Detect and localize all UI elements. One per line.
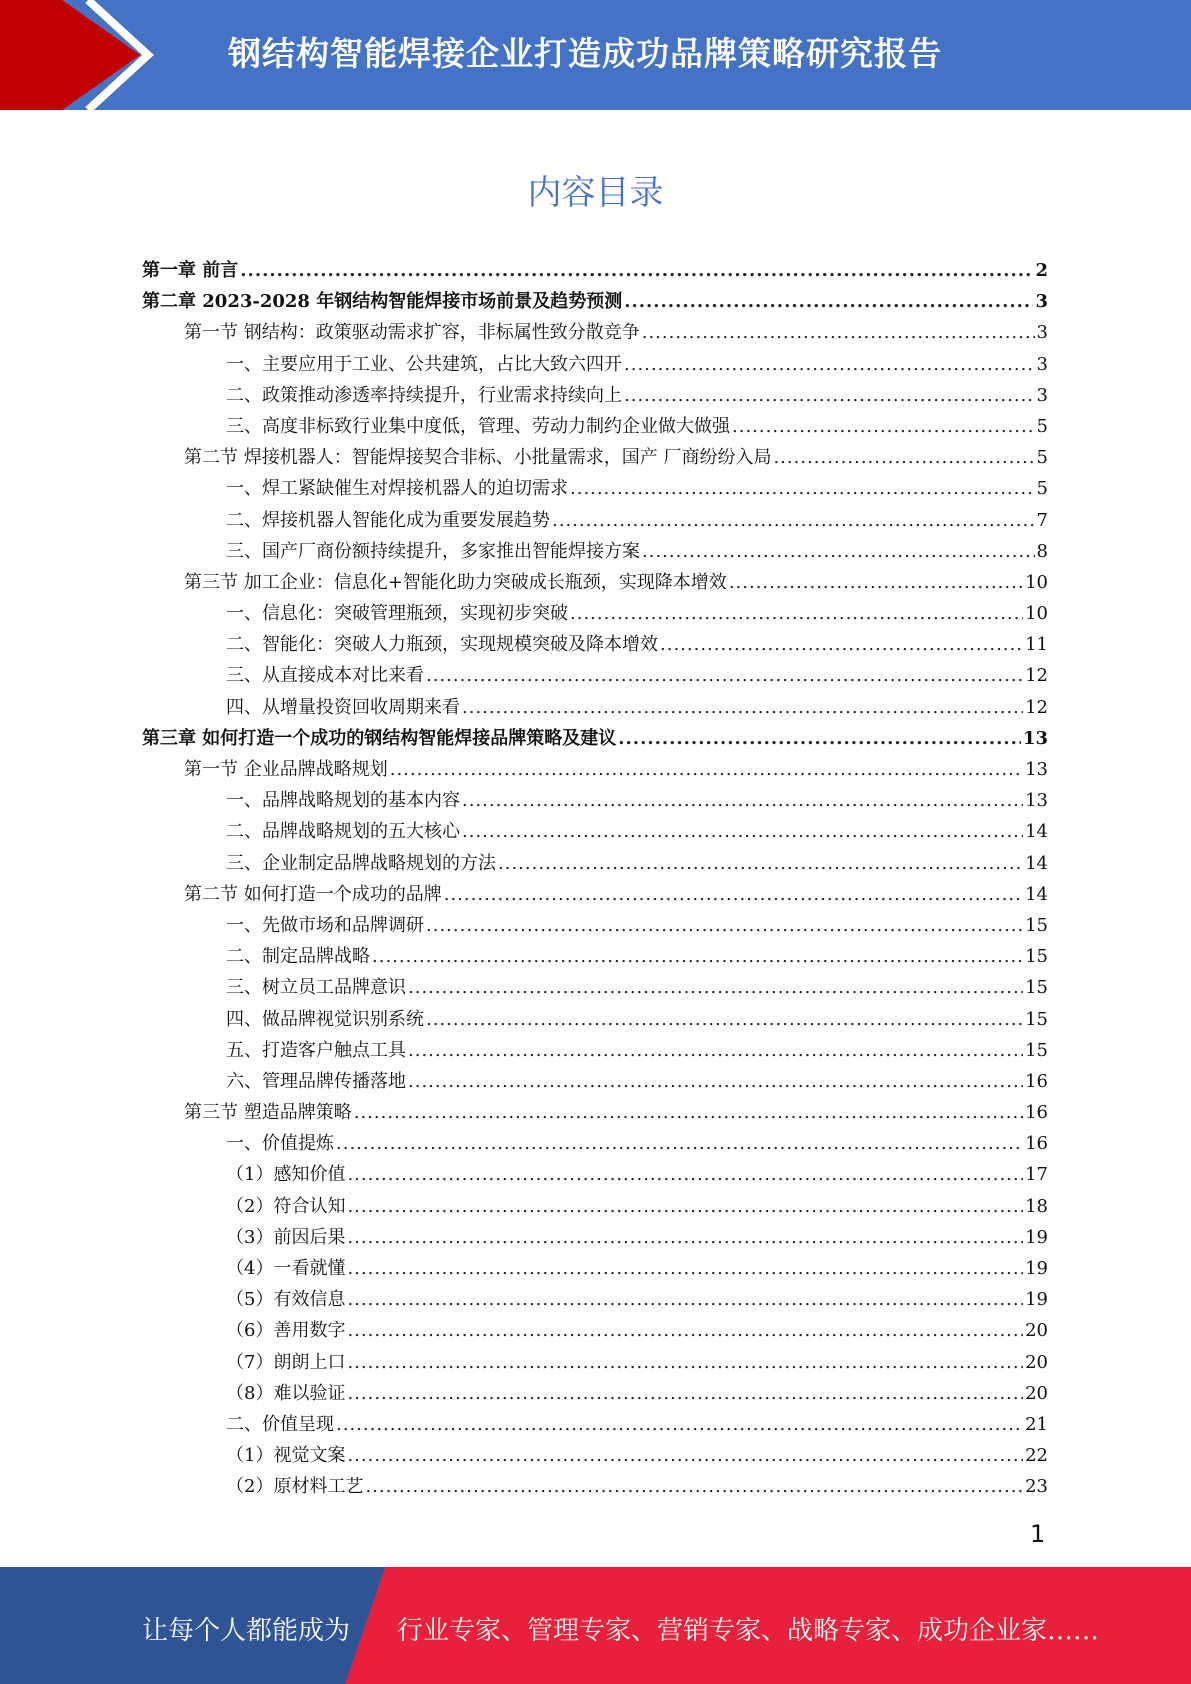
toc-dot-leader	[624, 380, 1035, 411]
toc-entry[interactable]	[142, 536, 1048, 567]
toc-entry-title: 第二章 2023-2028 年钢结构智能焊接市场前景及趋势预测	[142, 291, 623, 313]
toc-entry-page: 3	[1035, 291, 1048, 313]
toc-entry[interactable]	[142, 1159, 1048, 1190]
toc-dot-leader	[347, 1284, 1023, 1315]
toc-entry-title: 四、做品牌视觉识别系统	[226, 1008, 424, 1030]
toc-entry-title: （4）一看就懂	[226, 1258, 346, 1279]
toc-dot-leader	[624, 286, 1033, 317]
toc-entry-title: 二、制定品牌战略	[226, 946, 370, 968]
toc-dot-leader	[240, 255, 1033, 286]
toc-entry[interactable]	[142, 1347, 1048, 1378]
toc-dot-leader	[444, 879, 1023, 910]
toc-entry[interactable]	[142, 1409, 1048, 1440]
toc-entry[interactable]	[142, 1035, 1048, 1066]
toc-entry-title: 第三节 加工企业：信息化+智能化助力突破成长瓶颈，实现降本增效	[184, 571, 727, 593]
toc-dot-leader	[498, 848, 1023, 879]
toc-entry-page: 15	[1025, 1008, 1048, 1030]
toc-dot-leader	[570, 473, 1035, 504]
toc-entry-title: 二、政策推动渗透率持续提升，行业需求持续向上	[226, 384, 622, 406]
toc-entry-page: 14	[1025, 852, 1048, 874]
toc-entry-title: 二、品牌战略规划的五大核心	[226, 821, 460, 843]
toc-entry[interactable]	[142, 380, 1048, 411]
toc-dot-leader	[408, 1035, 1023, 1066]
toc-entry-title: 第一章 前言	[142, 260, 239, 281]
toc-entry[interactable]	[142, 972, 1048, 1003]
toc-dot-leader	[354, 1097, 1023, 1128]
toc-entry[interactable]	[142, 1066, 1048, 1097]
toc-entry[interactable]	[142, 629, 1048, 660]
toc-entry-page: 23	[1025, 1476, 1048, 1498]
toc-dot-leader	[552, 505, 1035, 536]
toc-dot-leader	[462, 816, 1023, 847]
toc-entry-page: 13	[1022, 727, 1048, 749]
toc-entry-page: 5	[1036, 447, 1048, 469]
toc-entry-page: 14	[1025, 883, 1048, 905]
toc-dot-leader	[336, 1409, 1023, 1440]
toc-entry-page: 11	[1025, 634, 1048, 656]
toc-entry-page: 19	[1025, 1226, 1048, 1248]
toc-dot-leader	[408, 1066, 1023, 1097]
toc-entry-page: 16	[1025, 1133, 1048, 1155]
toc-dot-leader	[390, 754, 1023, 785]
toc-dot-leader	[624, 349, 1035, 380]
toc-dot-leader	[347, 1440, 1023, 1471]
toc-dot-leader	[365, 1471, 1023, 1502]
toc-dot-leader	[347, 1378, 1023, 1409]
toc-entry[interactable]	[142, 1222, 1048, 1253]
toc-entry[interactable]	[142, 255, 1048, 286]
toc-entry-page: 10	[1025, 603, 1048, 625]
toc-entry-title: （6）善用数字	[226, 1320, 346, 1342]
toc-entry-title: 六、管理品牌传播落地	[226, 1070, 406, 1092]
toc-entry-page: 19	[1025, 1258, 1048, 1279]
toc-entry-title: 一、信息化：突破管理瓶颈，实现初步突破	[226, 603, 568, 625]
toc-entry-page: 19	[1025, 1289, 1048, 1311]
toc-entry-page: 3	[1036, 384, 1048, 406]
toc-entry-page: 21	[1025, 1413, 1048, 1435]
toc-entry[interactable]	[142, 349, 1048, 380]
toc-dot-leader	[426, 910, 1023, 941]
toc-entry-page: 20	[1025, 1382, 1048, 1404]
toc-entry-title: 第三章 如何打造一个成功的钢结构智能焊接品牌策略及建议	[142, 727, 617, 749]
toc-entry[interactable]	[142, 910, 1048, 941]
toc-entry-page: 12	[1025, 696, 1048, 718]
toc-dot-leader	[347, 1222, 1023, 1253]
toc-entry[interactable]	[142, 1004, 1048, 1035]
toc-entry-page: 15	[1025, 946, 1048, 968]
toc-entry-page: 18	[1025, 1195, 1048, 1217]
toc-dot-leader	[642, 536, 1035, 567]
toc-entry-title: （1）感知价值	[226, 1164, 346, 1186]
toc-entry[interactable]	[142, 754, 1048, 785]
toc-entry[interactable]	[142, 1128, 1048, 1159]
toc-entry-title: （1）视觉文案	[226, 1445, 346, 1467]
toc-dot-leader	[347, 1253, 1023, 1284]
toc-entry-title: 第三节 塑造品牌策略	[184, 1102, 352, 1124]
toc-entry-title: （2）符合认知	[226, 1195, 346, 1217]
toc-entry-page: 10	[1025, 571, 1048, 593]
report-title: 钢结构智能焊接企业打造成功品牌策略研究报告	[228, 34, 942, 73]
toc-entry-title: 第一节 钢结构：政策驱动需求扩容，非标属性致分散竞争	[184, 322, 640, 344]
header-banner	[0, 0, 1191, 110]
toc-entry[interactable]	[142, 1315, 1048, 1346]
toc-entry[interactable]	[142, 816, 1048, 847]
toc-entry-title: 五、打造客户触点工具	[226, 1039, 406, 1061]
toc-entry-title: 三、树立员工品牌意识	[226, 977, 406, 999]
toc-entry-page: 2	[1035, 260, 1048, 281]
toc-entry[interactable]	[142, 1097, 1048, 1128]
toc-entry[interactable]	[142, 598, 1048, 629]
toc-entry-page: 20	[1025, 1320, 1048, 1342]
toc-entry-page: 15	[1025, 977, 1048, 999]
toc-entry-title: 三、从直接成本对比来看	[226, 665, 424, 687]
toc-dot-leader	[462, 785, 1023, 816]
toc-entry-page: 17	[1025, 1164, 1048, 1186]
toc-entry-title: （3）前因后果	[226, 1226, 346, 1248]
footer-banner	[0, 1567, 1191, 1684]
toc-entry-page: 8	[1036, 540, 1048, 562]
page-number: 1	[1030, 1520, 1046, 1548]
footer-slogan-left: 让每个人都能成为	[142, 1616, 351, 1646]
toc-entry-page: 16	[1025, 1102, 1048, 1124]
toc-entry-page: 3	[1036, 353, 1048, 375]
toc-entry-page: 14	[1025, 821, 1048, 843]
toc-entry-page: 5	[1036, 478, 1048, 500]
toc-dot-leader	[426, 660, 1023, 691]
toc-entry-title: （5）有效信息	[226, 1289, 346, 1311]
toc-entry-title: 一、价值提炼	[226, 1133, 334, 1155]
toc-entry-page: 7	[1036, 509, 1048, 531]
toc-dot-leader	[347, 1347, 1023, 1378]
toc-entry-title: 三、高度非标致行业集中度低，管理、劳动力制约企业做大做强	[226, 415, 730, 437]
toc-dot-leader	[347, 1315, 1023, 1346]
toc-entry-page: 3	[1036, 322, 1048, 344]
toc-entry[interactable]	[142, 567, 1048, 598]
toc-dot-leader	[336, 1128, 1023, 1159]
toc-entry[interactable]	[142, 879, 1048, 910]
toc-entry-title: 二、智能化：突破人力瓶颈，实现规模突破及降本增效	[226, 634, 658, 656]
toc-entry[interactable]	[142, 723, 1048, 754]
toc-entry[interactable]	[142, 442, 1048, 473]
toc-dot-leader	[408, 972, 1023, 1003]
toc-entry-title: 第二节 焊接机器人：智能焊接契合非标、小批量需求，国产 厂商纷纷入局	[184, 447, 772, 469]
toc-entry-title: （2）原材料工艺	[226, 1476, 364, 1498]
toc-dot-leader	[347, 1191, 1023, 1222]
toc-entry[interactable]	[142, 660, 1048, 691]
toc-entry[interactable]	[142, 1191, 1048, 1222]
header-red-arrow	[0, 0, 140, 110]
toc-dot-leader	[729, 567, 1023, 598]
toc-entry-title: 二、价值呈现	[226, 1413, 334, 1435]
toc-entry-title: 第一节 企业品牌战略规划	[184, 759, 388, 780]
footer-slogan-right: 行业专家、管理专家、营销专家、战略专家、成功企业家……	[397, 1616, 1100, 1646]
toc-dot-leader	[426, 1004, 1023, 1035]
toc-entry-page: 15	[1025, 914, 1048, 936]
toc-dot-leader	[642, 317, 1035, 348]
toc-entry-title: 二、焊接机器人智能化成为重要发展趋势	[226, 509, 550, 531]
toc-entry-title: （8）难以验证	[226, 1382, 346, 1404]
toc-entry-page: 13	[1025, 790, 1048, 812]
table-of-contents	[142, 255, 1048, 1503]
toc-entry-title: 三、企业制定品牌战略规划的方法	[226, 852, 496, 874]
toc-entry[interactable]	[142, 692, 1048, 723]
toc-entry[interactable]	[142, 1284, 1048, 1315]
toc-dot-leader	[660, 629, 1023, 660]
toc-entry-page: 16	[1025, 1070, 1048, 1092]
toc-entry[interactable]	[142, 1253, 1048, 1284]
toc-entry[interactable]	[142, 941, 1048, 972]
toc-entry-title: 第二节 如何打造一个成功的品牌	[184, 883, 442, 905]
toc-entry-page: 20	[1025, 1351, 1048, 1373]
toc-entry-title: 一、先做市场和品牌调研	[226, 914, 424, 936]
toc-entry-title: 一、主要应用于工业、公共建筑，占比大致六四开	[226, 353, 622, 375]
toc-entry-page: 5	[1036, 415, 1048, 437]
toc-dot-leader	[773, 442, 1034, 473]
toc-entry-page: 12	[1025, 665, 1048, 687]
toc-heading: 内容目录	[527, 173, 664, 213]
toc-entry[interactable]	[142, 286, 1048, 317]
toc-entry-title: 一、品牌战略规划的基本内容	[226, 790, 460, 812]
toc-entry[interactable]	[142, 1378, 1048, 1409]
toc-dot-leader	[732, 411, 1035, 442]
toc-entry[interactable]	[142, 317, 1048, 348]
toc-entry-title: （7）朗朗上口	[226, 1351, 346, 1373]
toc-dot-leader	[462, 692, 1023, 723]
toc-entry[interactable]	[142, 411, 1048, 442]
toc-entry-page: 13	[1025, 759, 1048, 780]
toc-dot-leader	[570, 598, 1023, 629]
toc-entry[interactable]	[142, 848, 1048, 879]
toc-entry[interactable]	[142, 505, 1048, 536]
toc-dot-leader	[347, 1159, 1023, 1190]
toc-entry-title: 一、焊工紧缺催生对焊接机器人的迫切需求	[226, 478, 568, 500]
toc-dot-leader	[618, 723, 1021, 754]
toc-entry[interactable]	[142, 473, 1048, 504]
toc-entry[interactable]	[142, 785, 1048, 816]
toc-entry-title: 四、从增量投资回收周期来看	[226, 696, 460, 718]
toc-entry-page: 15	[1025, 1039, 1048, 1061]
toc-entry[interactable]	[142, 1440, 1048, 1471]
toc-dot-leader	[372, 941, 1023, 972]
toc-entry-page: 22	[1025, 1445, 1048, 1467]
toc-entry[interactable]	[142, 1471, 1048, 1502]
toc-entry-title: 三、国产厂商份额持续提升，多家推出智能焊接方案	[226, 540, 640, 562]
